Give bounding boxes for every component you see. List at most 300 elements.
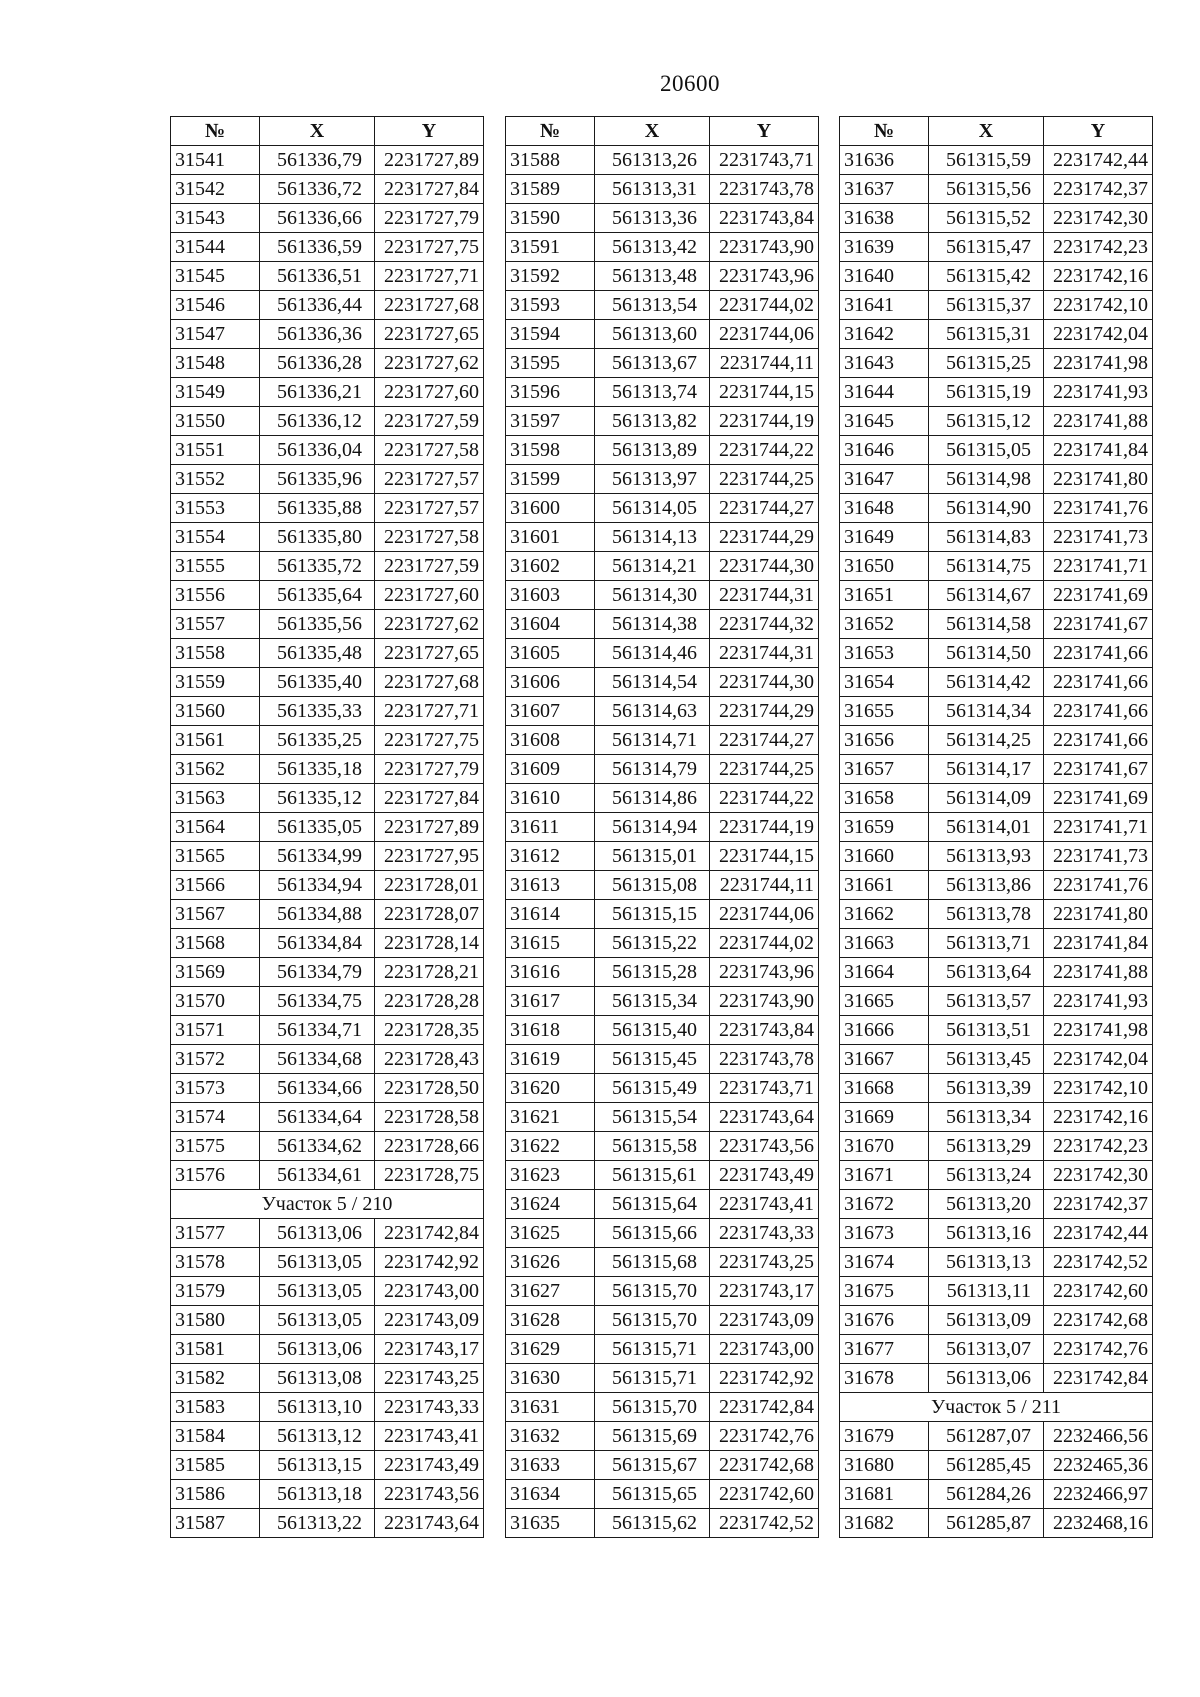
point-number-cell: 31639	[840, 233, 929, 262]
table-row	[840, 1422, 1153, 1451]
table-row	[171, 871, 484, 900]
point-number-cell: 31556	[171, 581, 260, 610]
table-row	[840, 755, 1153, 784]
point-number-cell: 31562	[171, 755, 260, 784]
x-coordinate-cell: 561287,07	[929, 1422, 1044, 1451]
y-coordinate-cell: 2231743,56	[375, 1480, 484, 1509]
table-row	[171, 842, 484, 871]
y-coordinate-cell: 2231742,30	[1044, 1161, 1153, 1190]
point-number-cell: 31675	[840, 1277, 929, 1306]
point-number-cell: 31591	[506, 233, 595, 262]
x-coordinate-cell: 561314,21	[595, 552, 710, 581]
point-number-cell: 31573	[171, 1074, 260, 1103]
y-coordinate-cell: 2231742,37	[1044, 175, 1153, 204]
y-coordinate-cell: 2231743,17	[375, 1335, 484, 1364]
y-coordinate-cell: 2231728,07	[375, 900, 484, 929]
point-number-cell: 31570	[171, 987, 260, 1016]
point-number-cell: 31593	[506, 291, 595, 320]
point-number-cell: 31597	[506, 407, 595, 436]
section-row	[840, 1393, 1153, 1422]
y-coordinate-cell: 2231727,60	[375, 581, 484, 610]
y-coordinate-cell: 2231727,65	[375, 320, 484, 349]
point-number-cell: 31574	[171, 1103, 260, 1132]
table-header-row	[840, 117, 1153, 146]
table-row	[171, 552, 484, 581]
y-coordinate-cell: 2231741,66	[1044, 668, 1153, 697]
y-coordinate-cell: 2231728,14	[375, 929, 484, 958]
y-coordinate-cell: 2231743,96	[710, 262, 819, 291]
table-row	[840, 581, 1153, 610]
point-number-cell: 31619	[506, 1045, 595, 1074]
y-coordinate-cell: 2231742,04	[1044, 1045, 1153, 1074]
point-number-cell: 31613	[506, 871, 595, 900]
y-coordinate-cell: 2231742,16	[1044, 262, 1153, 291]
point-number-cell: 31600	[506, 494, 595, 523]
y-coordinate-cell: 2231728,35	[375, 1016, 484, 1045]
point-number-cell: 31676	[840, 1306, 929, 1335]
table-row	[171, 581, 484, 610]
x-coordinate-cell: 561315,65	[595, 1480, 710, 1509]
point-number-cell: 31566	[171, 871, 260, 900]
x-coordinate-cell: 561314,17	[929, 755, 1044, 784]
table-row	[171, 378, 484, 407]
point-number-cell: 31631	[506, 1393, 595, 1422]
point-number-cell: 31651	[840, 581, 929, 610]
table-row	[840, 987, 1153, 1016]
point-number-cell: 31542	[171, 175, 260, 204]
x-coordinate-cell: 561315,34	[595, 987, 710, 1016]
x-coordinate-cell: 561334,99	[260, 842, 375, 871]
x-coordinate-cell: 561314,38	[595, 610, 710, 639]
y-coordinate-cell: 2231727,95	[375, 842, 484, 871]
y-coordinate-cell: 2231743,00	[710, 1335, 819, 1364]
header-y: Y	[375, 117, 484, 146]
point-number-cell: 31657	[840, 755, 929, 784]
point-number-cell: 31548	[171, 349, 260, 378]
x-coordinate-cell: 561315,71	[595, 1364, 710, 1393]
x-coordinate-cell: 561313,74	[595, 378, 710, 407]
table-row	[506, 465, 819, 494]
x-coordinate-cell: 561315,66	[595, 1219, 710, 1248]
table-row	[840, 1509, 1153, 1538]
y-coordinate-cell: 2231727,59	[375, 552, 484, 581]
y-coordinate-cell: 2231741,88	[1044, 958, 1153, 987]
x-coordinate-cell: 561315,05	[929, 436, 1044, 465]
x-coordinate-cell: 561315,58	[595, 1132, 710, 1161]
point-number-cell: 31632	[506, 1422, 595, 1451]
table-row	[171, 1335, 484, 1364]
table-row	[506, 1306, 819, 1335]
table-row	[506, 1074, 819, 1103]
x-coordinate-cell: 561335,05	[260, 813, 375, 842]
point-number-cell: 31626	[506, 1248, 595, 1277]
point-number-cell: 31617	[506, 987, 595, 1016]
x-coordinate-cell: 561314,83	[929, 523, 1044, 552]
y-coordinate-cell: 2231741,66	[1044, 726, 1153, 755]
table-row	[506, 697, 819, 726]
y-coordinate-cell: 2232466,97	[1044, 1480, 1153, 1509]
table-row	[840, 291, 1153, 320]
table-row	[506, 1422, 819, 1451]
point-number-cell: 31671	[840, 1161, 929, 1190]
x-coordinate-cell: 561313,39	[929, 1074, 1044, 1103]
x-coordinate-cell: 561315,56	[929, 175, 1044, 204]
point-number-cell: 31628	[506, 1306, 595, 1335]
x-coordinate-cell: 561313,51	[929, 1016, 1044, 1045]
table-row	[171, 320, 484, 349]
table-row	[506, 552, 819, 581]
table-row	[171, 610, 484, 639]
y-coordinate-cell: 2231744,31	[710, 581, 819, 610]
point-number-cell: 31609	[506, 755, 595, 784]
point-number-cell: 31658	[840, 784, 929, 813]
table-row	[171, 1364, 484, 1393]
point-number-cell: 31641	[840, 291, 929, 320]
point-number-cell: 31653	[840, 639, 929, 668]
point-number-cell: 31650	[840, 552, 929, 581]
y-coordinate-cell: 2231743,78	[710, 1045, 819, 1074]
x-coordinate-cell: 561313,20	[929, 1190, 1044, 1219]
x-coordinate-cell: 561334,94	[260, 871, 375, 900]
table-row	[171, 407, 484, 436]
y-coordinate-cell: 2231727,65	[375, 639, 484, 668]
point-number-cell: 31643	[840, 349, 929, 378]
table-row	[506, 1103, 819, 1132]
header-y: Y	[1044, 117, 1153, 146]
table-row	[171, 1422, 484, 1451]
x-coordinate-cell: 561313,89	[595, 436, 710, 465]
point-number-cell: 31635	[506, 1509, 595, 1538]
y-coordinate-cell: 2231741,88	[1044, 407, 1153, 436]
y-coordinate-cell: 2231741,80	[1044, 900, 1153, 929]
table-row	[840, 1074, 1153, 1103]
table-row	[506, 523, 819, 552]
point-number-cell: 31633	[506, 1451, 595, 1480]
point-number-cell: 31589	[506, 175, 595, 204]
point-number-cell: 31615	[506, 929, 595, 958]
table-row	[506, 175, 819, 204]
point-number-cell: 31608	[506, 726, 595, 755]
y-coordinate-cell: 2231742,23	[1044, 233, 1153, 262]
y-coordinate-cell: 2231741,73	[1044, 523, 1153, 552]
point-number-cell: 31663	[840, 929, 929, 958]
point-number-cell: 31681	[840, 1480, 929, 1509]
y-coordinate-cell: 2231744,27	[710, 726, 819, 755]
table-row	[171, 349, 484, 378]
point-number-cell: 31623	[506, 1161, 595, 1190]
y-coordinate-cell: 2231728,58	[375, 1103, 484, 1132]
x-coordinate-cell: 561336,36	[260, 320, 375, 349]
y-coordinate-cell: 2231743,49	[710, 1161, 819, 1190]
point-number-cell: 31672	[840, 1190, 929, 1219]
x-coordinate-cell: 561335,96	[260, 465, 375, 494]
y-coordinate-cell: 2231727,62	[375, 610, 484, 639]
table-row	[171, 987, 484, 1016]
x-coordinate-cell: 561313,18	[260, 1480, 375, 1509]
point-number-cell: 31554	[171, 523, 260, 552]
table-row	[840, 726, 1153, 755]
y-coordinate-cell: 2231743,56	[710, 1132, 819, 1161]
point-number-cell: 31622	[506, 1132, 595, 1161]
y-coordinate-cell: 2231742,10	[1044, 1074, 1153, 1103]
y-coordinate-cell: 2231741,76	[1044, 871, 1153, 900]
point-number-cell: 31578	[171, 1248, 260, 1277]
x-coordinate-cell: 561313,54	[595, 291, 710, 320]
x-coordinate-cell: 561334,75	[260, 987, 375, 1016]
x-coordinate-cell: 561315,28	[595, 958, 710, 987]
x-coordinate-cell: 561315,25	[929, 349, 1044, 378]
point-number-cell: 31624	[506, 1190, 595, 1219]
table-row	[506, 987, 819, 1016]
y-coordinate-cell: 2231742,92	[375, 1248, 484, 1277]
y-coordinate-cell: 2231728,01	[375, 871, 484, 900]
table-row	[171, 146, 484, 175]
y-coordinate-cell: 2231743,09	[710, 1306, 819, 1335]
point-number-cell: 31647	[840, 465, 929, 494]
x-coordinate-cell: 561315,15	[595, 900, 710, 929]
table-row	[506, 1016, 819, 1045]
y-coordinate-cell: 2231743,00	[375, 1277, 484, 1306]
y-coordinate-cell: 2231727,59	[375, 407, 484, 436]
x-coordinate-cell: 561315,52	[929, 204, 1044, 233]
y-coordinate-cell: 2231742,16	[1044, 1103, 1153, 1132]
y-coordinate-cell: 2232468,16	[1044, 1509, 1153, 1538]
point-number-cell: 31660	[840, 842, 929, 871]
table-row	[171, 929, 484, 958]
point-number-cell: 31590	[506, 204, 595, 233]
x-coordinate-cell: 561313,22	[260, 1509, 375, 1538]
table-row	[171, 523, 484, 552]
table-row	[171, 1161, 484, 1190]
y-coordinate-cell: 2231727,58	[375, 523, 484, 552]
y-coordinate-cell: 2231741,98	[1044, 1016, 1153, 1045]
header-number: №	[840, 117, 929, 146]
x-coordinate-cell: 561315,31	[929, 320, 1044, 349]
point-number-cell: 31669	[840, 1103, 929, 1132]
table-row	[506, 610, 819, 639]
x-coordinate-cell: 561335,88	[260, 494, 375, 523]
table-row	[171, 668, 484, 697]
y-coordinate-cell: 2231744,11	[710, 871, 819, 900]
x-coordinate-cell: 561284,26	[929, 1480, 1044, 1509]
point-number-cell: 31561	[171, 726, 260, 755]
point-number-cell: 31553	[171, 494, 260, 523]
x-coordinate-cell: 561313,71	[929, 929, 1044, 958]
x-coordinate-cell: 561313,13	[929, 1248, 1044, 1277]
point-number-cell: 31648	[840, 494, 929, 523]
x-coordinate-cell: 561313,97	[595, 465, 710, 494]
header-number: №	[171, 117, 260, 146]
y-coordinate-cell: 2231743,90	[710, 987, 819, 1016]
x-coordinate-cell: 561335,80	[260, 523, 375, 552]
y-coordinate-cell: 2231727,68	[375, 291, 484, 320]
point-number-cell: 31630	[506, 1364, 595, 1393]
y-coordinate-cell: 2231741,84	[1044, 436, 1153, 465]
point-number-cell: 31679	[840, 1422, 929, 1451]
point-number-cell: 31682	[840, 1509, 929, 1538]
x-coordinate-cell: 561315,61	[595, 1161, 710, 1190]
table-row	[171, 1132, 484, 1161]
table-row	[506, 1480, 819, 1509]
y-coordinate-cell: 2231742,84	[710, 1393, 819, 1422]
y-coordinate-cell: 2231744,06	[710, 900, 819, 929]
header-x: X	[260, 117, 375, 146]
x-coordinate-cell: 561315,70	[595, 1306, 710, 1335]
y-coordinate-cell: 2231727,89	[375, 146, 484, 175]
point-number-cell: 31572	[171, 1045, 260, 1074]
table-row	[171, 175, 484, 204]
coordinates-table-3	[839, 116, 1153, 1538]
y-coordinate-cell: 2231741,80	[1044, 465, 1153, 494]
y-coordinate-cell: 2231743,71	[710, 1074, 819, 1103]
y-coordinate-cell: 2231744,22	[710, 436, 819, 465]
y-coordinate-cell: 2231742,44	[1044, 146, 1153, 175]
table-row	[840, 639, 1153, 668]
x-coordinate-cell: 561335,25	[260, 726, 375, 755]
table-row	[506, 842, 819, 871]
point-number-cell: 31582	[171, 1364, 260, 1393]
y-coordinate-cell: 2231741,67	[1044, 610, 1153, 639]
table-row	[506, 581, 819, 610]
x-coordinate-cell: 561314,46	[595, 639, 710, 668]
x-coordinate-cell: 561313,09	[929, 1306, 1044, 1335]
x-coordinate-cell: 561335,48	[260, 639, 375, 668]
x-coordinate-cell: 561313,36	[595, 204, 710, 233]
table-row	[506, 958, 819, 987]
y-coordinate-cell: 2231744,15	[710, 842, 819, 871]
x-coordinate-cell: 561314,34	[929, 697, 1044, 726]
point-number-cell: 31644	[840, 378, 929, 407]
y-coordinate-cell: 2231742,92	[710, 1364, 819, 1393]
y-coordinate-cell: 2231742,76	[1044, 1335, 1153, 1364]
table-row	[840, 552, 1153, 581]
table-row	[506, 378, 819, 407]
x-coordinate-cell: 561313,12	[260, 1422, 375, 1451]
y-coordinate-cell: 2231743,84	[710, 1016, 819, 1045]
point-number-cell: 31543	[171, 204, 260, 233]
y-coordinate-cell: 2231744,32	[710, 610, 819, 639]
x-coordinate-cell: 561315,01	[595, 842, 710, 871]
table-row	[840, 436, 1153, 465]
y-coordinate-cell: 2231743,41	[375, 1422, 484, 1451]
table-row	[840, 900, 1153, 929]
x-coordinate-cell: 561314,86	[595, 784, 710, 813]
table-row	[171, 436, 484, 465]
x-coordinate-cell: 561334,66	[260, 1074, 375, 1103]
y-coordinate-cell: 2231741,67	[1044, 755, 1153, 784]
table-row	[506, 813, 819, 842]
y-coordinate-cell: 2231741,76	[1044, 494, 1153, 523]
x-coordinate-cell: 561334,68	[260, 1045, 375, 1074]
table-row	[171, 755, 484, 784]
y-coordinate-cell: 2231741,93	[1044, 987, 1153, 1016]
x-coordinate-cell: 561313,29	[929, 1132, 1044, 1161]
point-number-cell: 31545	[171, 262, 260, 291]
y-coordinate-cell: 2231742,84	[1044, 1364, 1153, 1393]
y-coordinate-cell: 2231742,37	[1044, 1190, 1153, 1219]
x-coordinate-cell: 561313,78	[929, 900, 1044, 929]
point-number-cell: 31664	[840, 958, 929, 987]
coordinates-table-1	[170, 116, 484, 1538]
x-coordinate-cell: 561336,28	[260, 349, 375, 378]
x-coordinate-cell: 561315,42	[929, 262, 1044, 291]
y-coordinate-cell: 2231727,75	[375, 726, 484, 755]
x-coordinate-cell: 561336,44	[260, 291, 375, 320]
point-number-cell: 31544	[171, 233, 260, 262]
y-coordinate-cell: 2231741,69	[1044, 581, 1153, 610]
x-coordinate-cell: 561313,48	[595, 262, 710, 291]
y-coordinate-cell: 2231741,66	[1044, 697, 1153, 726]
y-coordinate-cell: 2231728,50	[375, 1074, 484, 1103]
y-coordinate-cell: 2231742,10	[1044, 291, 1153, 320]
x-coordinate-cell: 561313,05	[260, 1306, 375, 1335]
point-number-cell: 31606	[506, 668, 595, 697]
table-row	[506, 929, 819, 958]
table-row	[171, 1219, 484, 1248]
x-coordinate-cell: 561314,30	[595, 581, 710, 610]
y-coordinate-cell: 2231744,02	[710, 291, 819, 320]
point-number-cell: 31588	[506, 146, 595, 175]
x-coordinate-cell: 561315,69	[595, 1422, 710, 1451]
table-row	[506, 871, 819, 900]
x-coordinate-cell: 561313,45	[929, 1045, 1044, 1074]
table-row	[840, 1045, 1153, 1074]
point-number-cell: 31612	[506, 842, 595, 871]
x-coordinate-cell: 561315,67	[595, 1451, 710, 1480]
x-coordinate-cell: 561314,42	[929, 668, 1044, 697]
point-number-cell: 31550	[171, 407, 260, 436]
x-coordinate-cell: 561314,01	[929, 813, 1044, 842]
x-coordinate-cell: 561335,72	[260, 552, 375, 581]
table-row	[840, 610, 1153, 639]
point-number-cell: 31568	[171, 929, 260, 958]
point-number-cell: 31594	[506, 320, 595, 349]
point-number-cell: 31585	[171, 1451, 260, 1480]
x-coordinate-cell: 561315,08	[595, 871, 710, 900]
x-coordinate-cell: 561314,05	[595, 494, 710, 523]
point-number-cell: 31602	[506, 552, 595, 581]
y-coordinate-cell: 2231744,15	[710, 378, 819, 407]
x-coordinate-cell: 561313,26	[595, 146, 710, 175]
point-number-cell: 31614	[506, 900, 595, 929]
point-number-cell: 31674	[840, 1248, 929, 1277]
x-coordinate-cell: 561314,25	[929, 726, 1044, 755]
y-coordinate-cell: 2231727,60	[375, 378, 484, 407]
y-coordinate-cell: 2231727,57	[375, 465, 484, 494]
table-row	[840, 1248, 1153, 1277]
point-number-cell: 31673	[840, 1219, 929, 1248]
table-row	[840, 349, 1153, 378]
y-coordinate-cell: 2231727,68	[375, 668, 484, 697]
y-coordinate-cell: 2231727,62	[375, 349, 484, 378]
point-number-cell: 31584	[171, 1422, 260, 1451]
point-number-cell: 31621	[506, 1103, 595, 1132]
x-coordinate-cell: 561313,60	[595, 320, 710, 349]
page-number: 20600	[660, 71, 720, 96]
point-number-cell: 31596	[506, 378, 595, 407]
point-number-cell: 31654	[840, 668, 929, 697]
table-row	[506, 233, 819, 262]
table-row	[506, 1248, 819, 1277]
x-coordinate-cell: 561313,64	[929, 958, 1044, 987]
x-coordinate-cell: 561313,06	[260, 1219, 375, 1248]
table-row	[840, 204, 1153, 233]
x-coordinate-cell: 561314,98	[929, 465, 1044, 494]
point-number-cell: 31565	[171, 842, 260, 871]
y-coordinate-cell: 2231742,68	[710, 1451, 819, 1480]
point-number-cell: 31665	[840, 987, 929, 1016]
table-row	[171, 1103, 484, 1132]
